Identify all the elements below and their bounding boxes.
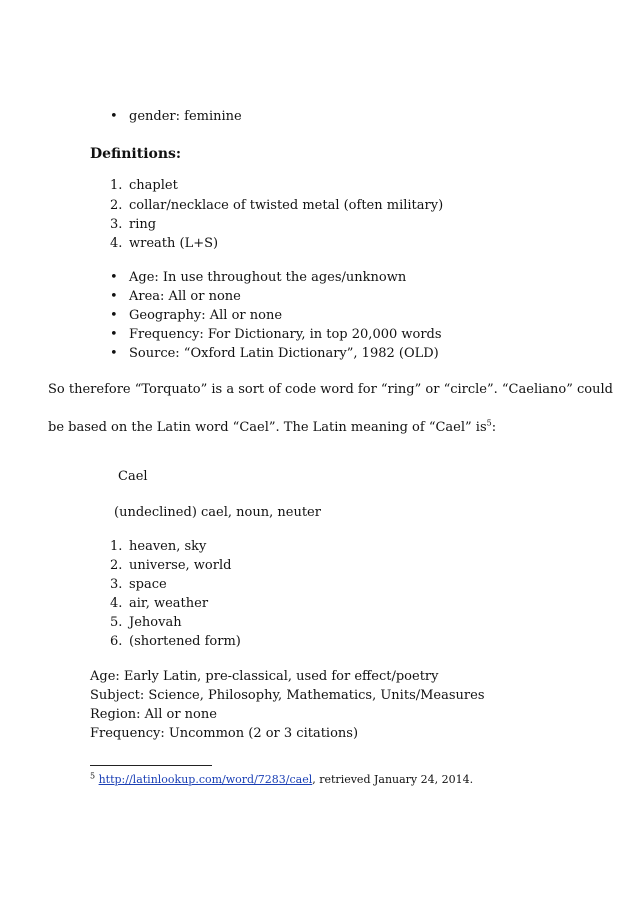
list-item-text: Area: All or none bbox=[129, 289, 241, 304]
list-item-text: space bbox=[129, 577, 167, 592]
list-item-text: ring bbox=[129, 217, 157, 232]
list-number: 4. bbox=[110, 236, 123, 251]
list-item-text: heaven, sky bbox=[129, 539, 207, 554]
footnote bbox=[90, 772, 473, 788]
list-item-text: Geography: All or none bbox=[129, 308, 283, 323]
paragraph-text: : bbox=[491, 420, 497, 435]
list-number: 2. bbox=[110, 558, 123, 573]
list-item-text: chaplet bbox=[129, 178, 178, 193]
list-item-text: Frequency: For Dictionary, in top 20,000 words bbox=[129, 327, 442, 342]
list-number: 3. bbox=[110, 217, 123, 232]
paragraph-line: So therefore “Torquato” is a sort of code word for “ring” or “circle”. “Caeliano” could bbox=[48, 382, 613, 397]
cael-grammar: (undeclined) cael, noun, neuter bbox=[114, 505, 321, 520]
bullet-icon: • bbox=[110, 346, 118, 361]
list-item-text: gender: feminine bbox=[129, 109, 242, 124]
definitions-heading: Definitions: bbox=[90, 146, 182, 162]
list-number: 1. bbox=[110, 178, 123, 193]
cael-detail: Region: All or none bbox=[90, 707, 217, 722]
list-item-text: air, weather bbox=[129, 596, 209, 611]
list-number: 4. bbox=[110, 596, 123, 611]
paragraph-line bbox=[48, 420, 496, 436]
cael-detail: Subject: Science, Philosophy, Mathematics, Units/Measures bbox=[90, 688, 485, 703]
paragraph-text: be based on the Latin word “Cael”. The Latin meaning of “Cael” is bbox=[48, 420, 487, 435]
list-item-text: Age: In use throughout the ages/unknown bbox=[129, 270, 407, 285]
bullet-icon: • bbox=[110, 270, 118, 285]
list-number: 1. bbox=[110, 539, 123, 554]
footnote-reference: 5 bbox=[486, 418, 492, 428]
footnote-number: 5 bbox=[90, 771, 96, 781]
bullet-icon: • bbox=[110, 289, 118, 304]
cael-headword: Cael bbox=[118, 469, 148, 484]
list-item-text: wreath (L+S) bbox=[129, 236, 219, 251]
list-item-text: universe, world bbox=[129, 558, 232, 573]
footnote-divider bbox=[90, 765, 212, 766]
bullet-icon: • bbox=[110, 109, 118, 124]
list-item-text: Source: “Oxford Latin Dictionary”, 1982 (OLD) bbox=[129, 346, 439, 361]
list-number: 3. bbox=[110, 577, 123, 592]
list-number: 2. bbox=[110, 198, 123, 213]
list-number: 6. bbox=[110, 634, 123, 649]
footnote-suffix: , retrieved January 24, 2014. bbox=[312, 773, 474, 786]
cael-detail: Age: Early Latin, pre-classical, used for effect/poetry bbox=[90, 669, 439, 684]
bullet-icon: • bbox=[110, 308, 118, 323]
cael-detail: Frequency: Uncommon (2 or 3 citations) bbox=[90, 726, 359, 741]
list-number: 5. bbox=[110, 615, 123, 630]
footnote-link[interactable]: http://latinlookup.com/word/7283/cael bbox=[98, 773, 313, 786]
bullet-icon: • bbox=[110, 327, 118, 342]
list-item-text: collar/necklace of twisted metal (often military) bbox=[129, 198, 444, 213]
list-item-text: Jehovah bbox=[129, 615, 182, 630]
list-item-text: (shortened form) bbox=[129, 634, 241, 649]
